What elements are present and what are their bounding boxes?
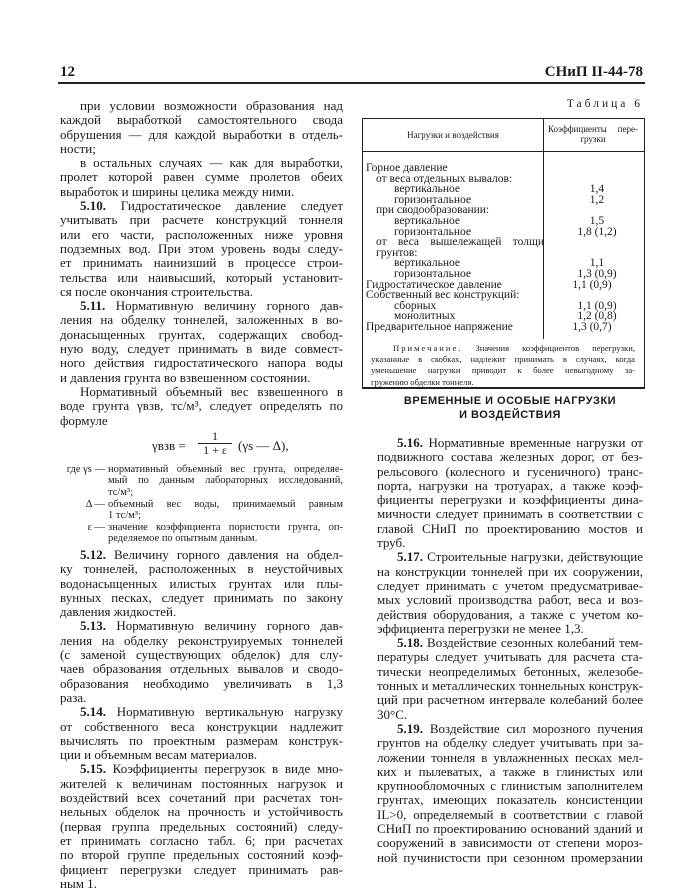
row-label: Гидростатическое давление [366,278,502,291]
paragraph [60,99,343,156]
text-line [377,822,643,836]
text-line [60,834,343,848]
text-line [60,385,343,399]
row-coefficient: 1,4 [589,183,605,196]
text-line [377,479,643,493]
row-label: Предварительное напряжение [366,320,513,333]
legend-symbol: ε — [87,521,105,533]
line-text: Коэффициенты перегрузок в виде мно- [112,761,343,777]
text-line [60,805,343,819]
row-label: вертикальное [394,257,460,270]
section-heading-line: И ВОЗДЕЙСТВИЯ [459,409,561,421]
text-line [377,493,643,507]
text-line [60,213,343,227]
line-text: вунных песках, следует принимать по закону [60,589,343,605]
header-line: грузки [580,134,606,144]
line-text: ной пучинистости при сезонном промерзании [377,849,643,865]
line-text: на конструкции тоннелей при их сооружении, [377,563,643,579]
line-text: каждой выработкой самостоятельного свода [60,112,343,128]
note-text: указанные в скобках, надлежит принимать в случаях, когда [371,354,635,365]
line-text: ся после окончания строительства. [60,283,253,299]
text-line [60,156,343,170]
formula-legend [60,464,343,545]
text-line [60,356,343,370]
text-line [377,836,643,850]
line-text: воде грунта γвзв, тс/м³, следует определять по [60,398,343,414]
line-text: или его части, расположенных ниже уровня [60,226,343,242]
section-number: 5.19. [397,720,423,736]
text-line [60,705,343,719]
row-coefficient [543,163,641,174]
line-text: обрушения — для каждой выработки в отдель- [60,126,343,142]
line-text: рельсового (колесного и гусеничного) транс- [377,463,643,479]
text-line [60,128,343,142]
text-line [377,622,643,636]
section-number: 5.12. [80,546,106,562]
line-text: ления на обделку реконструируемых тоннелей [60,632,343,648]
table-note [371,343,635,388]
legend-line: нормативный объемный вес грунта, определяе- [108,463,343,475]
text-line [60,414,343,428]
line-text: грунтов на обделку следует учитывать при за- [377,735,643,751]
text-line [60,848,343,862]
text-line [60,285,343,299]
line-text: эффициента перегрузки не менее 1,3. [377,620,584,636]
row-label: горизонтальное [394,193,471,206]
line-text: Нормативную величину горного дав- [116,618,343,634]
line-text: следует принимать с учетом предусматривае- [377,577,643,593]
line-text: образования необходимо увеличивать в 1,3 [60,675,343,691]
line-text: выработок и ширины целика между ними. [60,183,295,199]
text-line [377,765,643,779]
line-text: ности; [60,140,96,156]
text-line [60,634,343,648]
legend-line: 1 тс/м³; [108,510,141,522]
legend-symbol: где γs — [66,463,105,475]
row-coefficient: 1,1 [589,257,605,270]
section-number: 5.16. [397,435,423,450]
text-line [60,791,343,805]
text-line [377,851,643,865]
line-text: формуле [60,412,108,428]
line-text: подвижного состава железных дорог, от без- [377,449,643,465]
text-line [60,605,343,619]
note-line [371,377,635,388]
legend-text [108,499,343,522]
line-text: ции и объемным весам материалов. [60,747,258,763]
line-text: мичности следует принимать в соответствии с [377,506,643,522]
section-number: 5.15. [80,761,106,777]
formula-numerator: 1 [198,430,232,444]
paragraphs [377,436,643,865]
text-line [377,465,643,479]
table-header [363,119,644,152]
line-text: действия оборудования, а также с учетом ко- [377,606,643,622]
line-text: тонных и металлических тоннельных конструк- [377,678,643,694]
text-line [60,577,343,591]
section-number: 5.18. [397,635,423,651]
section-number: 5.17. [397,549,423,565]
text-line [377,736,643,750]
line-text: пролет которой равен сумме пролетов обеих [60,169,343,185]
formula [60,430,343,460]
text-line [377,579,643,593]
section-number: 5.11. [80,298,106,314]
formula-fraction [198,430,232,457]
line-text: давления жидкостей. [60,604,177,620]
row-coefficient: 1,3 (0,7) [572,320,612,333]
paragraph [60,156,343,199]
line-text: 30°С. [377,706,408,722]
line-text: грунтах, имеющих показатель консистенции [377,792,643,808]
text-line [60,170,343,184]
legend-text [108,464,343,499]
text-line [60,748,343,762]
text-line [60,199,343,213]
table-body [366,163,641,333]
line-text: главой СНиП по проектированию мостов и [377,520,643,536]
text-line [377,679,643,693]
text-line [60,271,343,285]
text-line [60,619,343,633]
text-line [60,228,343,242]
row-coefficient: 1,2 (0,8) [577,310,617,323]
text-line [377,722,643,736]
legend-line: значение коэффициента пористости грунта, оп- [108,521,343,533]
line-text: при условии возможности образования над [80,98,343,113]
text-line [60,99,343,113]
right-column [377,436,643,865]
text-line [60,762,343,776]
text-line [60,777,343,791]
row-coefficient: 1,3 (0,9) [577,267,617,280]
document-code: СНиП II-44-78 [544,64,643,80]
row-coefficient [548,237,641,248]
line-text: Воздействие сил морозного пучения [429,720,643,736]
text-line [60,142,343,156]
text-line [60,399,343,413]
line-text: донасыщенных грунтах, содержащих свобод- [60,326,343,342]
text-line [60,313,343,327]
line-text: ку тоннелей, расположенных в неустойчивых [60,561,343,577]
text-line [377,593,643,607]
text-line [60,342,343,356]
section-heading [377,394,643,422]
text-line [60,591,343,605]
table-caption: Таблица 6 [566,98,643,110]
text-line [377,565,643,579]
text-line [60,691,343,705]
row-label: от веса вышележащей толщи [376,236,544,249]
column-header-loads: Нагрузки и воздействия [407,130,499,140]
load-coefficients-table [362,118,645,389]
text-line [377,650,643,664]
legend-item [60,464,343,499]
line-text: вычислять по проектным размерам конструк- [60,732,343,748]
paragraph-5-15 [60,762,343,891]
text-line [60,662,343,676]
text-line [377,665,643,679]
table-row [366,163,641,174]
note-line [371,343,635,354]
text-line [377,793,643,807]
line-text: Нормативную вертикальную нагрузку [116,704,343,720]
text-line [60,820,343,834]
line-text: и давления грунта во взвешенном состоянии. [60,369,311,385]
row-label: сборных [394,299,437,312]
line-text: IL>0, определяемый в соответствии с главой [377,806,643,822]
paragraph-5-11 [60,299,343,385]
row-label: Горное давление [366,162,448,174]
paragraph-5-10 [60,199,343,299]
line-text: ложении тоннеля в увлажненных песках мел- [377,749,643,765]
line-text: порта, нагрузки на тротуарах, а также коэф- [377,477,643,493]
text-line [60,562,343,576]
text-line [60,877,343,891]
line-text: ную воду, следует принимать в виде совмест- [60,341,343,357]
legend-item [60,499,343,522]
legend-text [108,522,343,545]
paragraph-5-18 [377,636,643,722]
row-label: монолитных [394,310,456,323]
row-coefficient: 1,5 [589,214,605,227]
line-text: фициенты перегрузки и коэффициенты дина- [377,492,643,508]
section-number: 5.14. [80,704,106,720]
line-text: учитывать при расчете конструкций тоннеля [60,212,343,228]
section-heading-line: ВРЕМЕННЫЕ И ОСОБЫЕ НАГРУЗКИ [403,395,617,407]
note-line [371,354,635,365]
note-line [371,365,635,376]
text-line [60,677,343,691]
text-line [60,720,343,734]
note-label: Примечание. [393,343,463,353]
section-number: 5.10. [80,198,106,214]
table-row [366,269,641,280]
row-label: вертикальное [394,183,460,196]
formula-rhs: (γs — Δ), [238,437,289,453]
text-line [377,808,643,822]
formula-lhs: γвзв = [152,437,186,453]
line-text: Гидростатическое давление следует [120,198,343,214]
paragraphs [60,548,343,891]
text-line [60,371,343,385]
line-text: Воздействие сезонных колебаний тем- [427,635,643,651]
paragraph-5-16 [377,436,643,550]
line-text: воздействий всех сочетаний при расчетах тон- [60,790,343,806]
row-coefficient: 1,1 (0,9) [577,299,617,312]
text-line [60,256,343,270]
legend-item [60,522,343,545]
legend-line: объемный вес воды, принимаемый равным [108,498,343,510]
line-text: (первая группа предельных состояний) следу- [60,818,343,834]
text-line [377,636,643,650]
table-row [366,322,641,333]
row-label: горизонтальное [394,225,471,238]
legend-line: ределяемое по опытным данным. [108,533,258,545]
text-line [377,608,643,622]
paragraphs [60,99,343,428]
line-text: крупнообломочных с глинистым заполнителем [377,778,643,794]
text-line [60,328,343,342]
note-text: гружению обделки тоннеля. [371,376,474,387]
text-line [377,450,643,464]
line-text: ций при расчетном интервале колебаний более [377,692,643,708]
paragraph-5-13 [60,619,343,705]
line-text: тельства или наивысший, который установит- [60,269,343,285]
line-text: ного действия гидростатического напора воды [60,355,343,371]
text-line [60,242,343,256]
text-line [60,185,343,199]
row-label: от веса отдельных вывалов: [376,172,513,185]
row-label: горизонтальное [394,267,471,280]
line-text: Величину горного давления на обдел- [114,546,344,562]
line-text: фициент перегрузки следует принимать рав- [60,861,343,877]
text-line [377,536,643,550]
text-line [60,863,343,877]
paragraph-5-17 [377,550,643,636]
text-line [377,550,643,564]
line-text: СНиП по проектированию оснований зданий и [377,821,643,837]
legend-line: тс/м³; [108,487,134,499]
line-text: труб. [377,535,406,551]
line-text: в остальных случаях — как для выработки, [80,155,343,171]
text-line [377,693,643,707]
row-label: Собственный вес конструкций: [366,289,520,302]
text-line [377,522,643,536]
line-text: по второй группе предельных состояний коэф- [60,847,343,863]
text-line [60,548,343,562]
text-line [377,708,643,722]
line-text: ления на обделку тоннелей, заложенных в во- [60,312,343,328]
line-text: Строительные нагрузки, действующие [427,549,644,565]
line-text: ным 1. [60,875,97,891]
line-text: раза. [60,689,87,705]
line-text: Нормативную величину горного дав- [115,298,343,314]
section-number: 5.13. [80,618,106,634]
line-text: подземных вод. При этом уровень воды следу- [60,240,343,256]
row-coefficient: 1,8 (1,2) [577,225,617,238]
line-text: (с заменой существующих обделок) для слу- [60,647,343,663]
line-text: водонасыщенных илистых грунтах или плы- [60,575,343,591]
text-line [377,507,643,521]
line-text: ет принимать наинизший в процессе строи- [60,255,343,271]
text-line [60,299,343,313]
row-label: при сводообразовании: [376,204,490,217]
line-text: ких и пылеватых, а также в глинистых или [377,763,643,779]
text-line [377,779,643,793]
row-label: вертикальное [394,214,460,227]
column-header-coefficients [545,124,641,144]
header-line: Коэффициенты пере- [548,124,638,134]
line-text: пературы следует учитывать для расчета ста- [377,649,643,665]
paragraph-5-19 [377,722,643,865]
line-text: Нормативный объемный вес взвешенного в [80,383,343,399]
row-coefficient: 1,1 (0,9) [572,278,612,291]
line-text: Нормативные временные нагрузки от [428,435,643,450]
row-coefficient: 1,2 [589,193,605,206]
row-label: грунтов: [376,246,418,259]
table-row [366,216,641,227]
line-text: мых условий производства работ, веса и воз- [377,592,643,608]
left-column [60,99,343,891]
line-text: ет принимать согласно табл. 6; при расчетах [60,832,343,848]
text-line [60,113,343,127]
paragraph-5-14 [60,705,343,762]
line-text: чаев образования отдельных вывалов и сводо- [60,661,343,677]
header-rule [58,82,645,84]
line-text: сооружений в зависимости от степени мороз- [377,835,643,851]
text-line [60,648,343,662]
legend-symbol: Δ — [85,498,105,510]
note-text: Значения коэффициентов перегрузки, [475,343,635,353]
legend-line: мый по данным лабораторных исследований, [108,475,343,487]
text-line [377,751,643,765]
line-text: нельных обделок на прочность и устойчивость [60,804,343,820]
line-text: тически неопределимых бетонных, железобе- [377,663,643,679]
paragraph [60,385,343,428]
paragraph-5-12 [60,548,343,619]
text-line [377,436,643,450]
note-text: уменьшение нагрузки приводит к более невыгодному за- [371,365,635,376]
formula-denominator: 1 + ε [203,442,227,457]
line-text: от собственного веса конструкции надлежит [60,718,343,734]
line-text: жителей к величинам постоянных нагрузок и [60,775,343,791]
page-number: 12 [60,64,75,80]
text-line [60,734,343,748]
